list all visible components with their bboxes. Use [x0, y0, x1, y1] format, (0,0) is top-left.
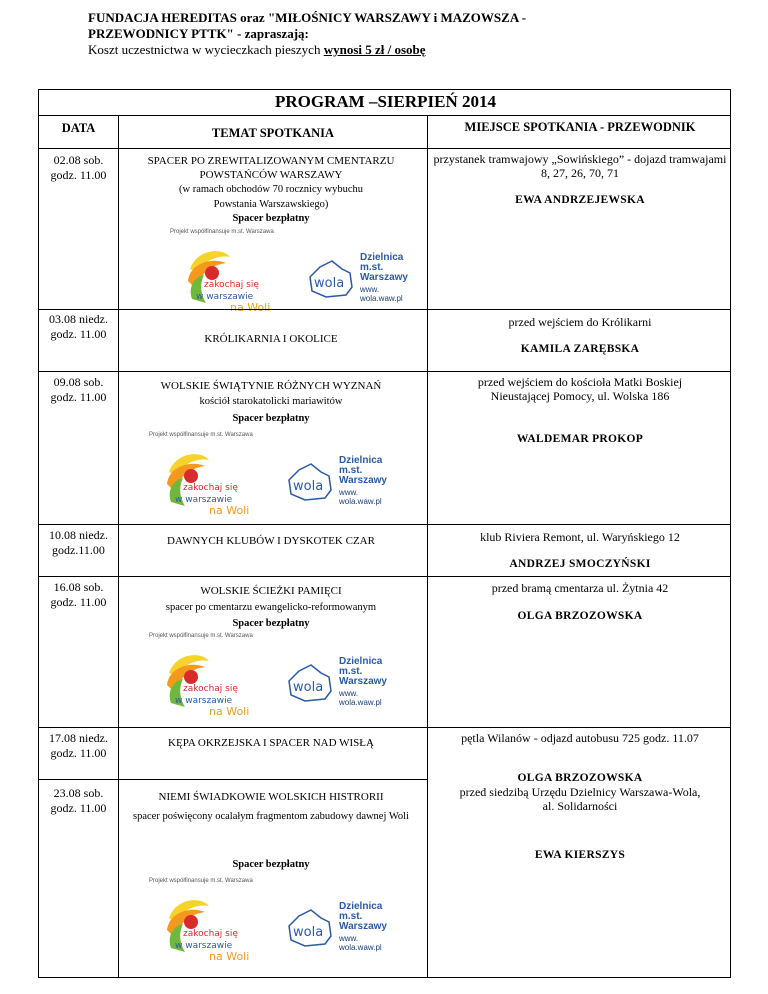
slogan-text-2: w warszawie [175, 941, 233, 951]
row-divider [39, 148, 730, 149]
wola-text: wola [293, 925, 324, 940]
zakochaj-sie-logo-art [161, 888, 291, 968]
slogan-text-2: w warszawie [196, 292, 254, 302]
guide-name: OLGA BRZOZOWSKA [517, 772, 643, 784]
slogan-text-2: w warszawie [175, 696, 233, 706]
district-text [360, 253, 408, 283]
date-day: 17.08 niedz. [49, 731, 108, 745]
district-label: Dzielnica [339, 901, 383, 912]
row-date [39, 375, 118, 405]
guide-name: KAMILA ZARĘBSKA [520, 343, 640, 355]
website-domain: wola.waw.pl [339, 698, 382, 707]
red-heart-dot [205, 266, 219, 280]
column-header-place: MIEJSCE SPOTKANIA - PRZEWODNIK [464, 120, 696, 134]
slogan-text-1: zakochaj się [183, 929, 238, 939]
website-text [360, 285, 403, 303]
topic-title: SPACER PO ZREWITALIZOWANYM CMENTARZU POWSTAŃCÓW WARSZAWY [147, 155, 395, 181]
document-header [88, 10, 708, 58]
zakochaj-sie-logo-art [182, 239, 312, 319]
date-time: godz. 11.00 [50, 390, 107, 404]
meeting-place: przystanek tramwajowy „Sowińskiego” - dojazd tramwajami 8, 27, 26, 70, 71 [433, 152, 727, 180]
free-walk-label: Spacer bezpłatny [232, 618, 310, 629]
slogan-text-1: zakochaj się [204, 280, 259, 290]
red-heart-dot [184, 469, 198, 483]
zakochaj-sie-logo-art [161, 442, 291, 522]
district-label: Dzielnica [339, 656, 383, 667]
district-text [339, 902, 387, 932]
program-table [38, 89, 731, 978]
free-walk-label: Spacer bezpłatny [232, 213, 310, 224]
sponsor-logo [149, 432, 399, 525]
logo-caption: Projekt współfinansuje m.st. Warszawa [170, 229, 274, 235]
topic-title: KRÓLIKARNIA I OKOLICE [204, 333, 338, 345]
row-divider [39, 524, 730, 525]
header-line-1: FUNDACJA HEREDITAS oraz "MIŁOŚNICY WARSZAWY i MAZOWSZA - [88, 10, 527, 25]
website-domain: wola.waw.pl [360, 294, 403, 303]
website-text [339, 689, 382, 707]
logo-caption: Projekt współfinansuje m.st. Warszawa [149, 633, 253, 639]
guide-name: EWA KIERSZYS [534, 849, 626, 861]
city-label: m.st. [339, 465, 363, 476]
row-divider [39, 309, 730, 310]
date-time: godz. 11.00 [50, 801, 107, 815]
city-label: Warszawy [339, 475, 387, 486]
wola-text: wola [314, 276, 345, 291]
red-heart-dot [184, 915, 198, 929]
district-label: Dzielnica [339, 455, 383, 466]
free-walk-label: Spacer bezpłatny [232, 413, 310, 424]
city-label: m.st. [360, 262, 384, 273]
website-text [339, 934, 382, 952]
meeting-place: przed bramą cmentarza ul. Żytnia 42 [491, 581, 669, 595]
city-label: m.st. [339, 911, 363, 922]
website-prefix: www. [360, 285, 380, 294]
website-prefix: www. [339, 488, 359, 497]
wola-district-icon [306, 257, 356, 301]
date-day: 02.08 sob. [53, 153, 104, 167]
district-text [339, 456, 387, 486]
red-heart-dot [184, 670, 198, 684]
date-day: 23.08 sob. [53, 786, 104, 800]
topic-title: KĘPA OKRZEJSKA I SPACER NAD WISŁĄ [168, 737, 374, 749]
guide-name: WALDEMAR PROKOP [516, 433, 644, 445]
free-walk-label: Spacer bezpłatny [232, 859, 310, 870]
slogan-text-3: na Woli [209, 705, 250, 718]
date-day: 03.08 niedz. [49, 312, 108, 326]
header-line-2: PRZEWODNICY PTTK" - zapraszają: [88, 26, 309, 41]
website-prefix: www. [339, 689, 359, 698]
column-header-date: DATA [61, 121, 96, 135]
date-day: 09.08 sob. [53, 375, 104, 389]
zakochaj-sie-logo-art [161, 643, 291, 723]
guide-name: OLGA BRZOZOWSKA [517, 610, 643, 622]
slogan-text-1: zakochaj się [183, 684, 238, 694]
guide-name: EWA ANDRZEJEWSKA [515, 194, 645, 206]
date-time: godz. 11.00 [50, 595, 107, 609]
website-text [339, 488, 382, 506]
wola-text: wola [293, 479, 324, 494]
website-domain: wola.waw.pl [339, 497, 382, 506]
row-date [39, 153, 118, 183]
wola-text: wola [293, 680, 324, 695]
sponsor-logo [149, 633, 399, 726]
topic-note: spacer poświęcony ocalałym fragmentom zabudowy dawnej Woli [133, 811, 409, 822]
city-label: Warszawy [339, 676, 387, 687]
topic-title: DAWNYCH KLUBÓW I DYSKOTEK CZAR [167, 535, 375, 547]
row-date [39, 528, 118, 558]
city-label: Warszawy [339, 921, 387, 932]
slogan-text-3: na Woli [209, 504, 250, 517]
city-label: Warszawy [360, 272, 408, 283]
slogan-text-3: na Woli [209, 950, 250, 963]
program-title: PROGRAM –SIERPIEŃ 2014 [274, 92, 496, 111]
meeting-place: przed wejściem do Królikarni [508, 315, 652, 329]
sponsor-logo [170, 229, 410, 314]
guide-name: ANDRZEJ SMOCZYŃSKI [509, 558, 651, 570]
website-prefix: www. [339, 934, 359, 943]
date-time: godz.11.00 [52, 543, 105, 557]
topic-note: spacer po cmentarzu ewangelicko-reformowanym [165, 602, 377, 613]
logo-caption: Projekt współfinansuje m.st. Warszawa [149, 878, 253, 884]
topic-note: kościół starokatolicki mariawitów [199, 396, 343, 407]
city-label: m.st. [339, 666, 363, 677]
column-divider-date [118, 116, 119, 977]
district-text [339, 657, 387, 687]
date-time: godz. 11.00 [50, 168, 107, 182]
topic-title: WOLSKIE ŚWIĄTYNIE RÓŻNYCH WYZNAŃ [160, 380, 382, 392]
sponsor-logo [149, 878, 399, 971]
slogan-text-2: w warszawie [175, 495, 233, 505]
slogan-text-3: na Woli [230, 301, 271, 314]
cost-value: wynosi 5 zł / osobę [323, 42, 426, 57]
date-time: godz. 11.00 [50, 327, 107, 341]
row-date [39, 786, 118, 816]
column-divider-place [427, 116, 428, 977]
row-divider [39, 727, 730, 728]
topic-note: Powstania Warszawskiego) [213, 199, 329, 210]
column-header-topic: TEMAT SPOTKANIA [211, 126, 335, 140]
date-day: 10.08 niedz. [49, 528, 108, 542]
district-label: Dzielnica [360, 252, 404, 263]
wola-district-icon [285, 661, 335, 705]
row-divider [119, 779, 428, 780]
website-domain: wola.waw.pl [339, 943, 382, 952]
row-divider [39, 576, 730, 577]
cost-prefix: Koszt uczestnictwa w wycieczkach pieszych [88, 42, 324, 57]
wola-district-icon [285, 460, 335, 504]
meeting-place: klub Riviera Remont, ul. Waryńskiego 12 [480, 530, 680, 544]
date-day: 16.08 sob. [53, 580, 104, 594]
wola-district-icon [285, 906, 335, 950]
row-date [39, 580, 118, 610]
topic-title: WOLSKIE ŚCIEŻKI PAMIĘCI [200, 585, 342, 597]
meeting-place: pętla Wilanów - odjazd autobusu 725 godz. 11.07 [461, 731, 699, 745]
row-date [39, 312, 118, 342]
row-divider [39, 371, 730, 372]
topic-note: (w ramach obchodów 70 rocznicy wybuchu [179, 184, 363, 195]
topic-title: NIEMI ŚWIADKOWIE WOLSKICH HISTRORII [158, 791, 384, 803]
meeting-place: przed siedzibą Urzędu Dzielnicy Warszawa-Wola, al. Solidarności [459, 785, 701, 813]
slogan-text-1: zakochaj się [183, 483, 238, 493]
row-date [39, 731, 118, 761]
date-time: godz. 11.00 [50, 746, 107, 760]
title-divider [39, 115, 730, 116]
meeting-place: przed wejściem do kościoła Matki Boskiej Nieustającej Pomocy, ul. Wolska 186 [477, 375, 683, 403]
row-divider [39, 779, 119, 780]
cost-line [88, 42, 708, 58]
logo-caption: Projekt współfinansuje m.st. Warszawa [149, 432, 253, 438]
